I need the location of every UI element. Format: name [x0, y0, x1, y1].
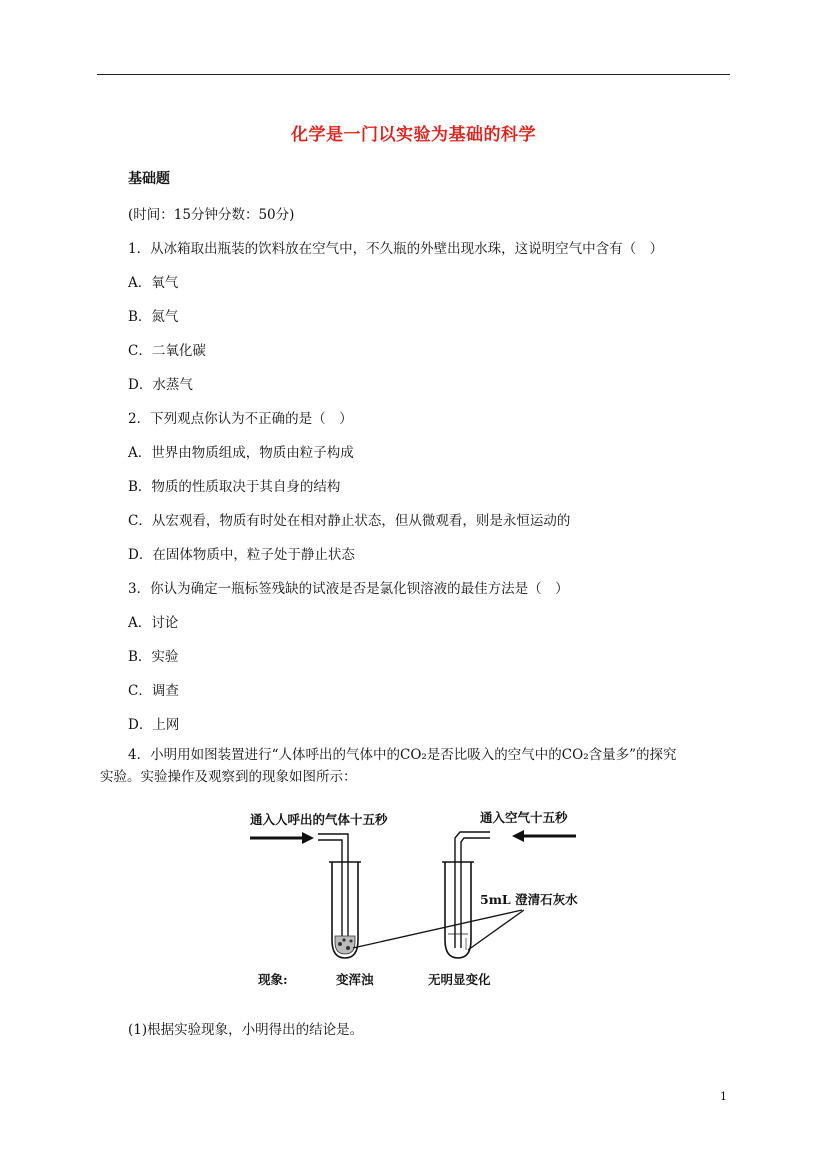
question-2-option-b: B．物质的性质取决于其自身的结构: [128, 479, 341, 495]
question-3-option-a: A．讨论: [128, 615, 179, 631]
diagram-right-label: 通入空气十五秒: [480, 810, 568, 825]
right-arrow-icon: [512, 830, 576, 842]
right-test-tube: [442, 862, 474, 958]
section-label: 基础题: [128, 171, 170, 187]
question-4-stem-line-2: 实验。实验操作及观察到的现象如图所示：: [100, 769, 357, 785]
header-rule: [97, 74, 730, 75]
question-1-option-b: B．氮气: [128, 309, 179, 325]
diagram-left-label: 通入人呼出的气体十五秒: [250, 812, 388, 827]
time-score-info: (时间：15分钟分数：50分): [128, 207, 295, 223]
page-number: 1: [720, 1090, 727, 1103]
diagram-right-result: 无明显变化: [428, 972, 491, 987]
diagram-left-result: 变浑浊: [336, 972, 374, 987]
question-1-stem: 1．从冰箱取出瓶装的饮料放在空气中，不久瓶的外壁出现水珠，这说明空气中含有（ ）: [128, 241, 664, 257]
diagram-reagent-label: 5mL 澄清石灰水: [480, 892, 578, 907]
question-3-option-b: B．实验: [128, 649, 179, 665]
pointer-lines: [353, 910, 524, 950]
experiment-diagram: [240, 800, 600, 1000]
question-2-option-a: A．世界由物质组成，物质由粒子构成: [128, 445, 354, 461]
question-4-stem-line-1: 4．小明用如图装置进行“人体呼出的气体中的CO₂是否比吸入的空气中的CO₂含量多”的探究: [128, 747, 677, 763]
question-1-option-d: D．水蒸气: [128, 377, 193, 393]
left-test-tube: [329, 862, 361, 958]
subquestion-1: (1)根据实验现象，小明得出的结论是。: [128, 1022, 364, 1038]
diagram-phenomenon-label: 现象:: [258, 972, 288, 987]
question-3-option-d: D．上网: [128, 717, 180, 733]
question-1-option-c: C．二氧化碳: [128, 343, 206, 359]
question-1-option-a: A．氧气: [128, 275, 179, 291]
right-delivery-tube: [455, 832, 490, 948]
question-3-stem: 3．你认为确定一瓶标签残缺的试液是否是氯化钡溶液的最佳方法是（ ）: [128, 581, 569, 597]
question-2-option-c: C．从宏观看，物质有时处在相对静止状态，但从微观看，则是永恒运动的: [128, 513, 571, 529]
question-4-stem: [100, 744, 730, 788]
left-delivery-tube: [318, 834, 348, 948]
question-2-stem: 2．下列观点你认为不正确的是（ ）: [128, 411, 353, 427]
question-2-option-d: D．在固体物质中，粒子处于静止状态: [128, 547, 355, 563]
page-title: 化学是一门以实验为基础的科学: [291, 125, 536, 145]
question-3-option-c: C．调查: [128, 683, 179, 699]
left-arrow-icon: [250, 832, 314, 844]
